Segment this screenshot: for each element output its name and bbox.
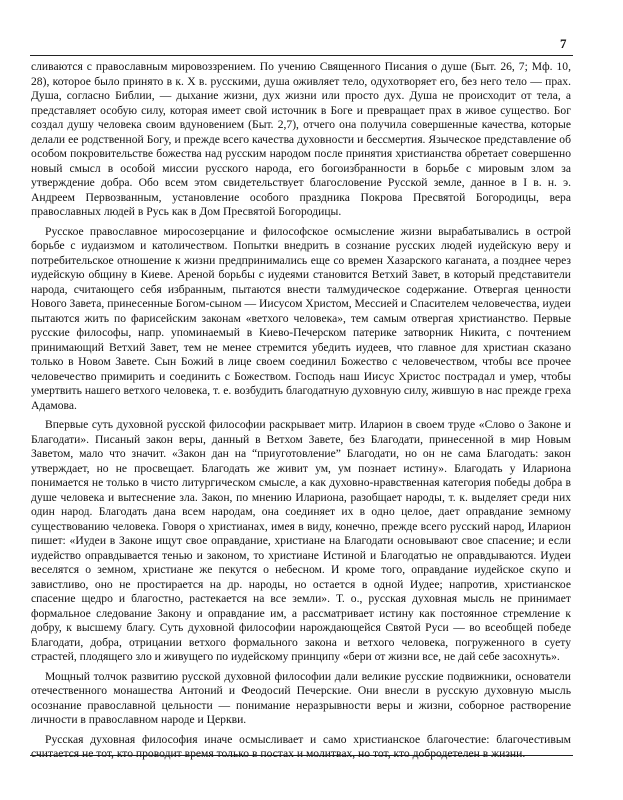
page-number: 7 xyxy=(560,36,567,51)
paragraph-4: Мощный толчок развитию русской духовной философии дали великие русские подвижники, основатели отечественного монашества Антоний и Феодосий Печерские. Они внесли в русскую духовную мысль осознание православной цельности — понимание неразрывности веры и жизни, соборное растворение личности в православном народе и Церкви. xyxy=(31,669,571,726)
paragraph-5: Русская духовная философия иначе осмысливает и само христианское благочестие: благочестивым считается не тот, кто проводит время только в постах и молитвах, но тот, кто добродетелен в жизни. xyxy=(31,732,571,760)
paragraph-3: Впервые суть духовной русской философии раскрывает митр. Иларион в своем труде «Слово о Законе и Благодати». Писаный закон веры, данный в Ветхом Завете, без Благодати, принесенной в мир Новым Заветом, мало что значит. «Закон дан на “приуготовление” Благодати, но он не сама Благодать: закон утверждает, но не просвещает. Благодать же живит ум, ум познает истину». Благодать у Илариона понимается не только в чисто литургическом смысле, а как духовно-нравственная категория победы добра в душе человека и вытеснение зла. Закон, по мнению Илариона, разобщает народы, т. к. выделяет среди них один народ. Благодать дана всем народам, она соединяет их в одно целое, дает оправдание земному существованию человека. Говоря о христианах, имея в виду, конечно, прежде всего русский народ, Иларион пишет: «Иудеи в Законе ищут свое оправдание, христиане на Благодати основывают свое спасение; и если иудейство оправдывается тенью и законом, то христиане Истиной и Благодатью не оправдываются. Иудеи веселятся о земном, христиане же пекутся о небесном. И кроме того, оправдание иудейское скупо и завистливо, оно не простирается на др. народы, но остается в одной Иудее; напротив, христианское спасение щедро и благостно, растекается на все земли». Т. о., русская духовная мысль не принимает формальное следование Закону и оправдание им, а рассматривает истину как постоянное стремление к добру, к высшему благу. Суть духовной философии нарождающейся Святой Руси — во всеобщей победе Благодати, добра, отрицании ветхого формального закона и ветхого человека, погруженного в суету страстей, плодящего зло и живущего по иудейскому принципу «бери от жизни все, не дай себе засохнуть». xyxy=(31,418,571,663)
paragraph-1: сливаются с православным мировоззрением. По учению Священного Писания о душе (Быт. 26, 7; Мф. 10, 28), которое было принято в к. X в. русскими, душа оживляет тело, одухотворяет его, без него тело — прах. Душа, согласно Библии, — дыхание жизни, дух жизни или просто дух. Душа не происходит от тела, а представляет особую силу, которая имеет свой источник в Боге и превращает прах в живое существо. Бог создал душу человека своим вдуновением (Быт. 2,7), отчего она получила совершенные качества, которые делали ее родственной Богу, и прежде всего качества духовности и бессмертия. Языческое представление об особом покровительстве божества над русским народом после принятия христианства обретает совершенно новый смысл в особой миссии русского народа, его богоизбранности в борьбе с мировым злом за утверждение добра. Обо всем этом свидетельствует благословение Русской земле, данное в I в. н. э. Андреем Первозванным, установление особого праздника Покрова Пресвятой Богородицы, вера православных людей в Русь как в Дом Пресвятой Богородицы. xyxy=(31,60,571,218)
header-rule xyxy=(30,55,573,56)
body-text xyxy=(31,60,571,767)
footer-rule xyxy=(30,755,573,756)
paragraph-2: Русское православное миросозерцание и философское осмысление жизни вырабатывались в острой борьбе с иудаизмом и католичеством. Попытки внедрить в сознание русских людей иудейскую веру и потребительское отношение к жизни предпринимались еще со времен Хазарского каганата, а позднее через иудейскую общину в Киеве. Ареной борьбы с иудеями становится Ветхий Завет, в который представители народа, считающего себя избранным, пытаются внести талмудическое содержание. Отвергая ценности Нового Завета, принесенные Богом-сыном — Иисусом Христом, Мессией и Спасителем человечества, иудеи пытаются жить по фарисейским законам «ветхого человека», тем самым отвергая христианство. Первые русские философы, напр. упоминаемый в Киево-Печерском патерике затворник Никита, с почтением принимающий Ветхий Завет, тем не менее стремится убедить иудеев, что главное для христиан сказано только в Новом Завете. Сын Божий в лице своем соединил Божество с человечеством, чтобы все прочее человечество примирить и соединить с Божеством. Господь наш Иисус Христос пострадал и умер, чтобы умертвить нашего ветхого человека, т. е. возбудить благодатную духовную силу, жившую в нас прежде греха Адамова. xyxy=(31,224,571,412)
